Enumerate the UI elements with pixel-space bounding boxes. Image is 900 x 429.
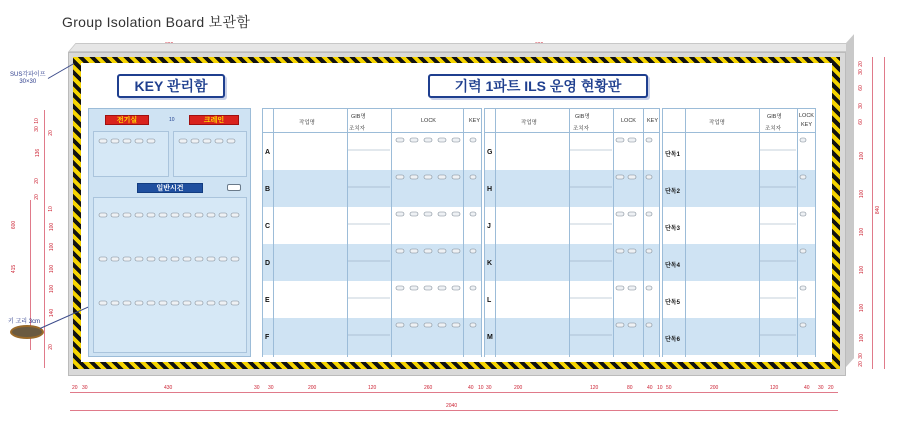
header-gib-name: GIB명 [351, 114, 366, 120]
tag-small-label: 10 [169, 117, 175, 123]
row-label: K [487, 260, 493, 267]
page-title: Group Isolation Board 보관함 [62, 14, 251, 30]
sus-pipe-annotation: SUS각파이프 30×30 [10, 72, 46, 85]
total-width-label: 2040 [446, 403, 458, 409]
row-label: 단독3 [665, 226, 680, 232]
header-job-name: 작업명 [709, 120, 725, 126]
row-label: 단독4 [665, 263, 680, 269]
row-label: C [265, 223, 271, 230]
row-label: E [265, 297, 270, 304]
row-label: 단독6 [665, 337, 680, 343]
row-label: F [265, 334, 270, 341]
row-label: G [487, 149, 493, 156]
header-job-name: 작업명 [521, 120, 537, 126]
header-gib-name: GIB명 [767, 114, 782, 120]
row-label: B [265, 186, 271, 193]
header-gib-name: GIB명 [575, 114, 590, 120]
tag-crane: 크레인 [189, 115, 239, 125]
header-operator: 조치자 [349, 126, 365, 132]
header-key: KEY [469, 118, 481, 124]
header-operator: 조치자 [765, 126, 781, 132]
header-lock: LOCK [421, 118, 436, 124]
row-label: J [487, 223, 491, 230]
row-label: 단독5 [665, 300, 680, 306]
row-label: H [487, 186, 493, 193]
row-label: L [487, 297, 492, 304]
header-key: KEY [647, 118, 659, 124]
key-ring-annotation: 키 고리 3cm [8, 319, 41, 325]
header-lock: LOCK [621, 118, 636, 124]
header-key: KEY [801, 122, 813, 128]
row-label: D [265, 260, 271, 267]
status-board-title: 기력 1파트 ILS 운영 현황판 [428, 74, 648, 98]
row-label: 단독2 [665, 189, 680, 195]
tag-general-lock: 일반시건 [137, 183, 203, 193]
lock-hooks-board-1 [396, 138, 476, 327]
header-job-name: 작업명 [299, 120, 315, 126]
left-dims: 10 30 20 136 20 20 10 100 100 100 100 140 20 600 415 [11, 118, 56, 350]
header-operator: 조치자 [573, 126, 589, 132]
row-label: M [487, 334, 493, 341]
lock-hooks-board-2 [616, 138, 652, 327]
row-label: A [265, 149, 271, 156]
tag-electric-room: 전기실 [105, 115, 149, 125]
key-box-title: KEY 관리함 [117, 74, 225, 98]
header-lock: LOCK [799, 113, 814, 119]
lock-hooks-board-3 [800, 138, 806, 327]
bottom-dims: 20 30 430 30 30 200 120 260 40 10 30 200 120 80 40 10 50 200 120 40 30 20 [72, 385, 834, 391]
right-dims: 20 30 60 30 60 100 100 100 100 100 100 30 20 840 [857, 61, 882, 367]
row-label: 단독1 [665, 152, 680, 158]
